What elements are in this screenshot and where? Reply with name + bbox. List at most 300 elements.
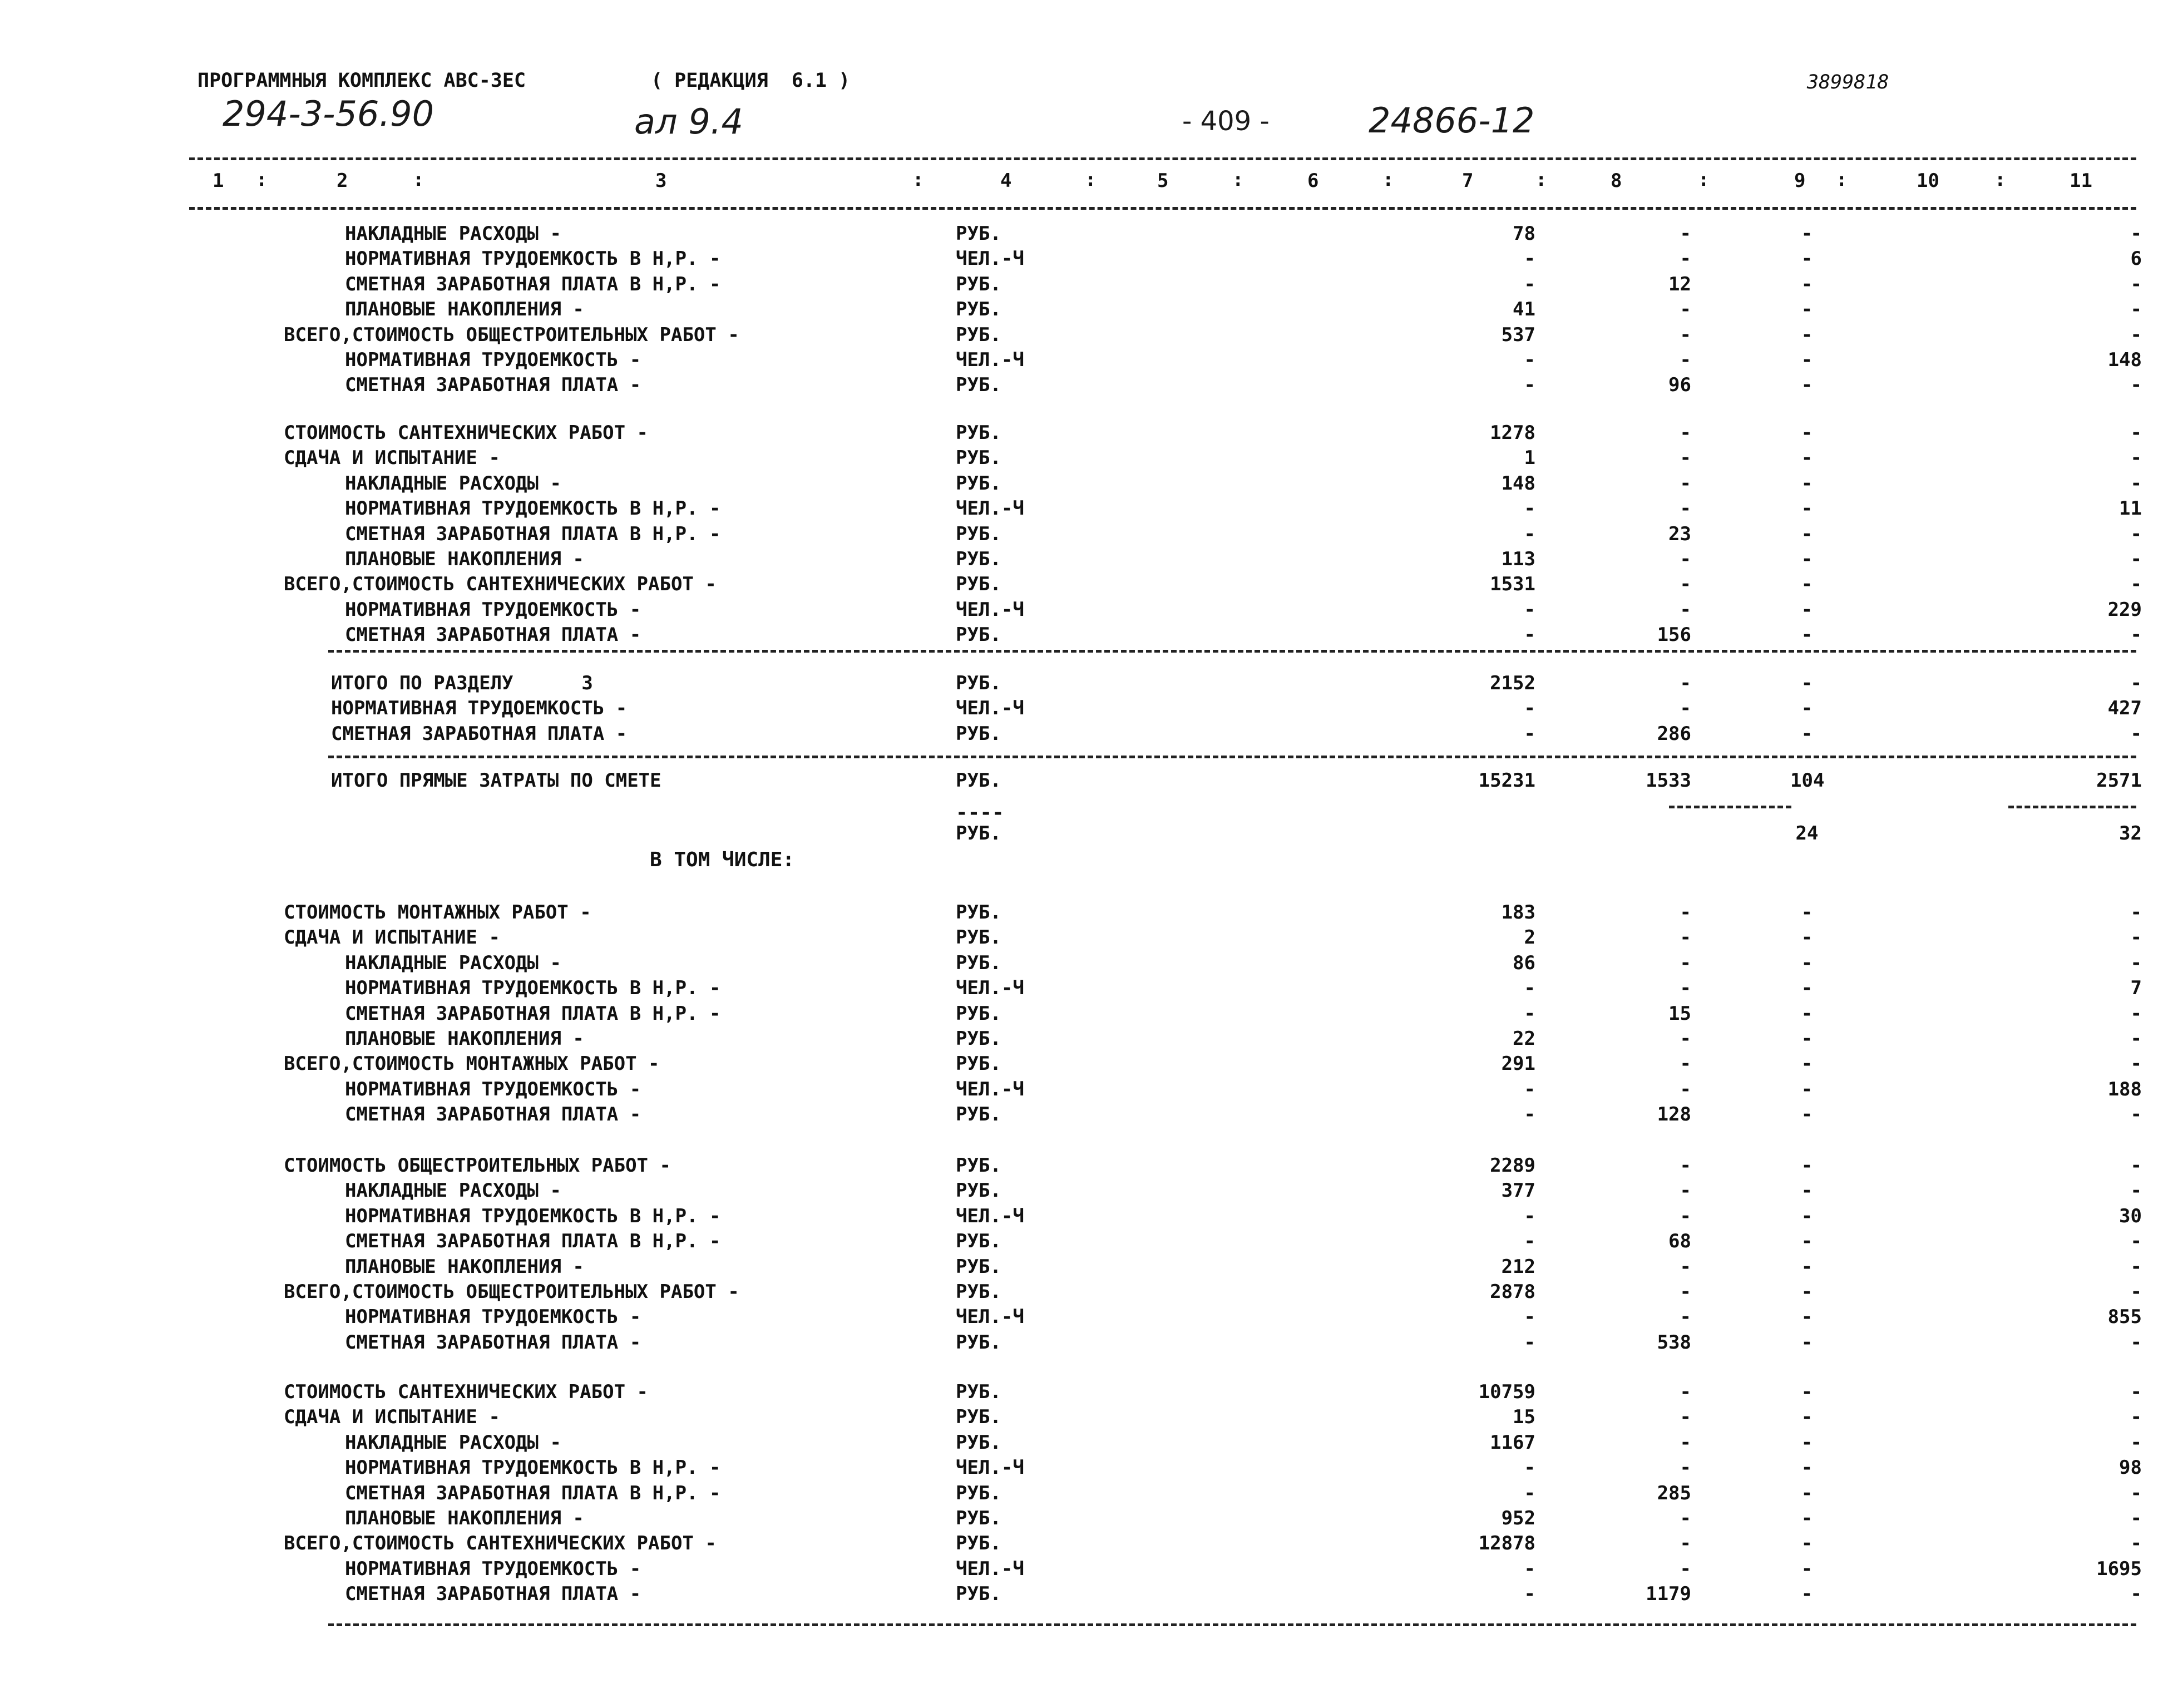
row-label: СМЕТНАЯ ЗАРАБОТНАЯ ПЛАТА - — [345, 1103, 641, 1126]
row-value-col9: - — [1801, 1078, 1813, 1100]
row-value-col11: - — [2130, 1154, 2142, 1177]
row-value-col8: - — [1680, 1179, 1691, 1202]
row-value-col9: - — [1801, 1482, 1813, 1504]
table-row — [0, 1103, 2168, 1129]
column-number: 3 — [655, 170, 667, 192]
row-value-col11: - — [2130, 1532, 2142, 1555]
row-label: СМЕТНАЯ ЗАРАБОТНАЯ ПЛАТА - — [345, 624, 641, 646]
row-value-col7: - — [1524, 1457, 1535, 1479]
row-value-col7: 113 — [1501, 548, 1535, 570]
row-unit: РУБ. — [956, 1179, 1001, 1202]
row-unit: ЧЕЛ.-Ч — [956, 497, 1024, 520]
row-unit: ЧЕЛ.-Ч — [956, 1078, 1024, 1100]
table-row — [0, 1558, 2168, 1583]
row-unit: РУБ. — [956, 1381, 1001, 1403]
row-value-col7: - — [1524, 1482, 1535, 1504]
row-unit: РУБ. — [956, 1406, 1001, 1429]
row-value-col9: - — [1801, 497, 1813, 520]
row-value-col8: - — [1680, 1205, 1691, 1227]
row-value-col9: - — [1801, 323, 1813, 346]
row-value-col9: - — [1801, 223, 1813, 245]
row-label: НАКЛАДНЫЕ РАСХОДЫ - — [345, 951, 561, 974]
column-number: 1 — [213, 170, 224, 192]
row-value-col7: 291 — [1501, 1053, 1535, 1075]
row-value-col11: - — [2130, 1028, 2142, 1050]
table-row — [0, 1078, 2168, 1104]
row-value-col8: - — [1680, 1532, 1691, 1555]
row-unit: РУБ. — [956, 223, 1001, 245]
column-separator: : — [1382, 169, 1394, 191]
table-row — [0, 1154, 2168, 1180]
row-value-col8: - — [1680, 248, 1691, 270]
row-label: НАКЛАДНЫЕ РАСХОДЫ - — [345, 1431, 561, 1454]
row-value-col7: - — [1524, 349, 1535, 371]
row-value-col7: 12878 — [1478, 1532, 1535, 1555]
row-unit: РУБ. — [956, 1331, 1001, 1354]
row-value-col8: - — [1680, 1154, 1691, 1177]
row-unit: РУБ. — [956, 901, 1001, 924]
row-value-col8: 128 — [1657, 1103, 1691, 1126]
row-value-col9: - — [1801, 1002, 1813, 1025]
row-value-col11: - — [2130, 1406, 2142, 1429]
row-value-col8: - — [1680, 447, 1691, 470]
row-value-col11: - — [2130, 951, 2142, 974]
row-label: НАКЛАДНЫЕ РАСХОДЫ - — [345, 1179, 561, 1202]
row-value-col11: - — [2130, 1381, 2142, 1403]
row-value-col7: - — [1524, 522, 1535, 545]
row-value-col11: 855 — [2107, 1306, 2142, 1329]
section-rule — [328, 650, 2136, 653]
row-value-col9: - — [1801, 573, 1813, 596]
table-row — [0, 952, 2168, 978]
row-value-col7: 86 — [1513, 951, 1535, 974]
row-unit: РУБ. — [956, 422, 1001, 444]
row-value-col11: - — [2130, 1255, 2142, 1278]
column-number: 2 — [337, 170, 348, 192]
row-value-col7: 537 — [1501, 323, 1535, 346]
column-separator: : — [912, 169, 924, 191]
row-label: ПЛАНОВЫЕ НАКОПЛЕНИЯ - — [345, 1507, 584, 1529]
subtotal-rule — [2008, 806, 2136, 808]
row-value-col9: - — [1801, 248, 1813, 270]
row-value-col9: - — [1801, 598, 1813, 621]
row-value-col11: - — [2130, 1002, 2142, 1025]
row-value-col7: - — [1524, 722, 1535, 745]
row-unit: РУБ. — [956, 1281, 1001, 1303]
row-unit: ЧЕЛ.-Ч — [956, 598, 1024, 621]
program-title: ПРОГРАММНЫЯ КОМПЛЕКС АВС-3ЕС — [197, 70, 526, 92]
table-row — [0, 926, 2168, 952]
column-number: 4 — [1000, 170, 1012, 192]
row-label: НОРМАТИВНАЯ ТРУДОЕМКОСТЬ В Н,Р. - — [345, 497, 721, 520]
row-value-col7: - — [1524, 497, 1535, 520]
column-number: 11 — [2070, 170, 2092, 192]
table-row — [0, 697, 2168, 723]
column-number: 6 — [1307, 170, 1319, 192]
row-label: СДАЧА И ИСПЫТАНИЕ - — [284, 926, 500, 949]
table-row — [0, 769, 2168, 795]
row-value-col11: 2571 — [2096, 769, 2142, 792]
row-unit: РУБ. — [956, 926, 1001, 949]
row-label: ВСЕГО,СТОИМОСТЬ САНТЕХНИЧЕСКИХ РАБОТ - — [284, 1532, 717, 1555]
row-value-col8: - — [1680, 1078, 1691, 1100]
row-value-col9: - — [1801, 1457, 1813, 1479]
table-row — [0, 497, 2168, 523]
edition-label: ( РЕДАКЦИЯ 6.1 ) — [651, 70, 851, 92]
row-value-col7: - — [1524, 1078, 1535, 1100]
row-value-col7: 377 — [1501, 1179, 1535, 1202]
row-value-col11: - — [2130, 1281, 2142, 1303]
row-value-col8: - — [1680, 951, 1691, 974]
table-row — [0, 548, 2168, 574]
row-unit: РУБ. — [956, 722, 1001, 745]
row-label: НОРМАТИВНАЯ ТРУДОЕМКОСТЬ - — [345, 1078, 641, 1100]
row-unit: РУБ. — [956, 273, 1001, 295]
row-value-col9: - — [1801, 522, 1813, 545]
row-value-col11: - — [2130, 298, 2142, 321]
row-value-col11: - — [2130, 1482, 2142, 1504]
row-unit: ЧЕЛ.-Ч — [956, 1306, 1024, 1329]
row-value-col9: 24 — [1795, 822, 1819, 845]
page-number: - 409 - — [1182, 106, 1270, 137]
column-number: 9 — [1794, 170, 1806, 192]
column-separator: : — [413, 169, 424, 191]
row-value-col7: 10759 — [1478, 1381, 1535, 1403]
section-rule — [328, 756, 2136, 758]
table-row — [0, 1331, 2168, 1357]
table-row — [0, 298, 2168, 324]
row-value-col11: - — [2130, 1331, 2142, 1354]
row-value-col7: - — [1524, 1306, 1535, 1329]
row-label: ВСЕГО,СТОИМОСТЬ ОБЩЕСТРОИТЕЛЬНЫХ РАБОТ - — [284, 1281, 739, 1303]
row-label: ПЛАНОВЫЕ НАКОПЛЕНИЯ - — [345, 298, 584, 321]
table-row — [0, 374, 2168, 399]
row-value-col9: - — [1801, 447, 1813, 470]
row-value-col11: - — [2130, 1507, 2142, 1529]
row-value-col11: - — [2130, 522, 2142, 545]
row-value-col7: - — [1524, 374, 1535, 397]
table-row — [0, 447, 2168, 472]
row-value-col9: - — [1801, 1532, 1813, 1555]
row-value-col9: - — [1801, 1179, 1813, 1202]
table-row — [0, 977, 2168, 1003]
column-separator: : — [1698, 169, 1710, 191]
row-label: ВСЕГО,СТОИМОСТЬ ОБЩЕСТРОИТЕЛЬНЫХ РАБОТ - — [284, 323, 739, 346]
row-unit: ЧЕЛ.-Ч — [956, 349, 1024, 371]
row-value-col9: - — [1801, 472, 1813, 495]
in-that-heading: В ТОМ ЧИСЛЕ: — [650, 848, 795, 871]
row-label: НОРМАТИВНАЯ ТРУДОЕМКОСТЬ В Н,Р. - — [345, 1205, 721, 1227]
row-value-col11: - — [2130, 374, 2142, 397]
row-label: СМЕТНАЯ ЗАРАБОТНАЯ ПЛАТА - — [345, 1583, 641, 1606]
row-value-col7: - — [1524, 1230, 1535, 1253]
row-label: НОРМАТИВНАЯ ТРУДОЕМКОСТЬ - — [345, 1306, 641, 1329]
row-unit: РУБ. — [956, 1028, 1001, 1050]
row-value-col8: - — [1680, 349, 1691, 371]
row-value-col11: - — [2130, 548, 2142, 570]
row-label: ПЛАНОВЫЕ НАКОПЛЕНИЯ - — [345, 1255, 584, 1278]
row-value-col8: - — [1680, 1306, 1691, 1329]
row-unit: ЧЕЛ.-Ч — [956, 248, 1024, 270]
table-row — [0, 573, 2168, 599]
row-value-col8: 286 — [1657, 722, 1691, 745]
row-unit: РУБ. — [956, 672, 1001, 694]
row-value-col9: - — [1801, 1053, 1813, 1075]
column-separator: : — [1085, 169, 1097, 191]
row-value-col8: 156 — [1657, 624, 1691, 646]
row-label: НОРМАТИВНАЯ ТРУДОЕМКОСТЬ - — [345, 1557, 641, 1580]
row-value-col8: - — [1680, 1281, 1691, 1303]
row-value-col9: - — [1801, 1331, 1813, 1354]
row-value-col8: 538 — [1657, 1331, 1691, 1354]
row-label: СМЕТНАЯ ЗАРАБОТНАЯ ПЛАТА - — [345, 1331, 641, 1354]
row-value-col8: 12 — [1668, 273, 1691, 295]
table-row — [0, 1507, 2168, 1533]
table-row — [0, 324, 2168, 349]
row-unit: ЧЕЛ.-Ч — [956, 697, 1024, 720]
table-row — [0, 901, 2168, 927]
row-label: ИТОГО ПРЯМЫЕ ЗАТРАТЫ ПО СМЕТЕ — [331, 769, 661, 792]
row-value-col7: 148 — [1501, 472, 1535, 495]
row-value-col8: - — [1680, 697, 1691, 720]
row-value-col11: - — [2130, 422, 2142, 444]
row-value-col11: - — [2130, 1583, 2142, 1606]
row-value-col11: - — [2130, 1230, 2142, 1253]
row-value-col8: - — [1680, 977, 1691, 1000]
column-number: 5 — [1157, 170, 1169, 192]
row-value-col7: 212 — [1501, 1255, 1535, 1278]
row-unit: РУБ. — [956, 1507, 1001, 1529]
row-label: СДАЧА И ИСПЫТАНИЕ - — [284, 1406, 500, 1429]
row-value-col7: - — [1524, 1557, 1535, 1580]
row-label: НОРМАТИВНАЯ ТРУДОЕМКОСТЬ - — [331, 697, 628, 720]
subtotal-rule — [1669, 806, 1791, 808]
row-unit: РУБ. — [956, 1230, 1001, 1253]
table-row — [0, 672, 2168, 698]
row-value-col11: 427 — [2107, 697, 2142, 720]
row-unit: РУБ. — [956, 298, 1001, 321]
row-label: НОРМАТИВНАЯ ТРУДОЕМКОСТЬ - — [345, 598, 641, 621]
table-row — [0, 1003, 2168, 1028]
row-value-col7: - — [1524, 1205, 1535, 1227]
table-row — [0, 1230, 2168, 1256]
row-unit: РУБ. — [956, 472, 1001, 495]
row-value-col9: 104 — [1790, 769, 1825, 792]
table-row — [0, 1281, 2168, 1306]
row-label: ВСЕГО,СТОИМОСТЬ МОНТАЖНЫХ РАБОТ - — [284, 1053, 660, 1075]
row-label: СТОИМОСТЬ ОБЩЕСТРОИТЕЛЬНЫХ РАБОТ - — [284, 1154, 671, 1177]
row-value-col8: - — [1680, 926, 1691, 949]
table-row — [0, 599, 2168, 624]
row-label: НОРМАТИВНАЯ ТРУДОЕМКОСТЬ - — [345, 349, 641, 371]
table-row — [0, 1381, 2168, 1406]
row-value-col11: 7 — [2130, 977, 2142, 1000]
row-value-col8: - — [1680, 1557, 1691, 1580]
row-value-col8: 15 — [1668, 1002, 1691, 1025]
row-unit: РУБ. — [956, 624, 1001, 646]
row-value-col7: - — [1524, 624, 1535, 646]
row-unit: РУБ. — [956, 1002, 1001, 1025]
row-value-col11: 11 — [2119, 497, 2142, 520]
row-value-col8: - — [1680, 223, 1691, 245]
row-unit: РУБ. — [956, 573, 1001, 596]
row-value-col11: 32 — [2119, 822, 2142, 845]
row-value-col11: 6 — [2130, 248, 2142, 270]
row-label: НАКЛАДНЫЕ РАСХОДЫ - — [345, 223, 561, 245]
row-value-col11: - — [2130, 223, 2142, 245]
row-value-col11: 188 — [2107, 1078, 2142, 1100]
row-unit: ЧЕЛ.-Ч — [956, 977, 1024, 1000]
table-row — [0, 1406, 2168, 1431]
row-unit: РУБ. — [956, 1053, 1001, 1075]
row-value-col11: - — [2130, 624, 2142, 646]
row-value-col9: - — [1801, 672, 1813, 694]
row-value-col7: 952 — [1501, 1507, 1535, 1529]
row-value-col11: - — [2130, 273, 2142, 295]
column-separator: : — [1836, 169, 1848, 191]
header-top-rule — [189, 157, 2136, 160]
row-value-col8: - — [1680, 1381, 1691, 1403]
row-value-col8: - — [1680, 472, 1691, 495]
row-label: СТОИМОСТЬ САНТЕХНИЧЕСКИХ РАБОТ - — [284, 1381, 649, 1403]
row-value-col9: - — [1801, 1255, 1813, 1278]
row-value-col8: 1533 — [1646, 769, 1691, 792]
table-row — [0, 1306, 2168, 1331]
row-value-col11: - — [2130, 472, 2142, 495]
row-value-col7: 15 — [1513, 1406, 1535, 1429]
row-value-col11: 30 — [2119, 1205, 2142, 1227]
row-value-col9: - — [1801, 298, 1813, 321]
row-value-col7: 1278 — [1490, 422, 1535, 444]
row-value-col7: 2878 — [1490, 1281, 1535, 1303]
row-value-col8: 68 — [1668, 1230, 1691, 1253]
row-value-col11: - — [2130, 1103, 2142, 1126]
row-unit: РУБ. — [956, 548, 1001, 570]
table-row — [0, 1482, 2168, 1508]
row-value-col8: 23 — [1668, 522, 1691, 545]
row-label: СДАЧА И ИСПЫТАНИЕ - — [284, 447, 500, 470]
row-value-col9: - — [1801, 1230, 1813, 1253]
row-value-col8: - — [1680, 672, 1691, 694]
table-row — [0, 1532, 2168, 1558]
row-value-col9: - — [1801, 1306, 1813, 1329]
row-value-col9: - — [1801, 548, 1813, 570]
row-label: СМЕТНАЯ ЗАРАБОТНАЯ ПЛАТА В Н,Р. - — [345, 522, 721, 545]
row-value-col9: - — [1801, 901, 1813, 924]
row-label: НОРМАТИВНАЯ ТРУДОЕМКОСТЬ В Н,Р. - — [345, 977, 721, 1000]
row-value-col8: - — [1680, 901, 1691, 924]
table-row — [0, 1053, 2168, 1078]
row-value-col8: - — [1680, 1028, 1691, 1050]
row-value-col11: - — [2130, 1053, 2142, 1075]
table-row — [0, 523, 2168, 549]
row-value-col8: - — [1680, 1053, 1691, 1075]
row-value-col7: 183 — [1501, 901, 1535, 924]
table-row — [0, 223, 2168, 248]
row-value-col7: - — [1524, 1002, 1535, 1025]
row-label: СМЕТНАЯ ЗАРАБОТНАЯ ПЛАТА В Н,Р. - — [345, 1482, 721, 1504]
row-value-col11: - — [2130, 901, 2142, 924]
row-label: СТОИМОСТЬ САНТЕХНИЧЕСКИХ РАБОТ - — [284, 422, 649, 444]
row-unit: РУБ. — [956, 1255, 1001, 1278]
row-label: НОРМАТИВНАЯ ТРУДОЕМКОСТЬ В Н,Р. - — [345, 248, 721, 270]
table-row — [0, 349, 2168, 374]
row-value-col9: - — [1801, 349, 1813, 371]
row-value-col9: - — [1801, 977, 1813, 1000]
document-code: 3899818 — [1807, 71, 1889, 93]
row-value-col9: - — [1801, 273, 1813, 295]
row-value-col9: - — [1801, 1154, 1813, 1177]
row-value-col7: 2 — [1524, 926, 1535, 949]
row-value-col9: - — [1801, 1557, 1813, 1580]
row-value-col11: - — [2130, 573, 2142, 596]
row-value-col8: 285 — [1657, 1482, 1691, 1504]
row-label: СМЕТНАЯ ЗАРАБОТНАЯ ПЛАТА В Н,Р. - — [345, 1230, 721, 1253]
handwritten-doc-number: 24866-12 — [1369, 100, 1535, 141]
row-value-col11: - — [2130, 926, 2142, 949]
row-label: СМЕТНАЯ ЗАРАБОТНАЯ ПЛАТА В Н,Р. - — [345, 1002, 721, 1025]
row-unit: РУБ. — [956, 323, 1001, 346]
row-value-col7: - — [1524, 697, 1535, 720]
table-row — [0, 422, 2168, 447]
row-unit: РУБ. — [956, 1532, 1001, 1555]
row-unit: РУБ. — [956, 951, 1001, 974]
row-value-col8: - — [1680, 497, 1691, 520]
row-value-col11: - — [2130, 1179, 2142, 1202]
row-value-col9: - — [1801, 624, 1813, 646]
row-value-col7: 2289 — [1490, 1154, 1535, 1177]
row-unit: РУБ. — [956, 1482, 1001, 1504]
row-value-col7: 78 — [1513, 223, 1535, 245]
column-number: 10 — [1917, 170, 1939, 192]
row-value-col8: 1179 — [1646, 1583, 1691, 1606]
row-value-col8: - — [1680, 298, 1691, 321]
row-unit: РУБ. — [956, 822, 1001, 845]
row-unit: РУБ. — [956, 1431, 1001, 1454]
row-value-col9: - — [1801, 1381, 1813, 1403]
row-value-col9: - — [1801, 926, 1813, 949]
row-value-col7: - — [1524, 1103, 1535, 1126]
row-unit: ЧЕЛ.-Ч — [956, 1205, 1024, 1227]
row-value-col8: - — [1680, 1457, 1691, 1479]
row-value-col7: - — [1524, 1583, 1535, 1606]
row-unit: РУБ. — [956, 522, 1001, 545]
row-label: СМЕТНАЯ ЗАРАБОТНАЯ ПЛАТА - — [345, 374, 641, 397]
row-value-col9: - — [1801, 1507, 1813, 1529]
column-separator: : — [1535, 169, 1547, 191]
row-label: СМЕТНАЯ ЗАРАБОТНАЯ ПЛАТА - — [331, 722, 628, 745]
row-label: ВСЕГО,СТОИМОСТЬ САНТЕХНИЧЕСКИХ РАБОТ - — [284, 573, 717, 596]
table-row — [0, 248, 2168, 273]
row-value-col7: 22 — [1513, 1028, 1535, 1050]
row-unit: РУБ. — [956, 1583, 1001, 1606]
row-value-col7: 1 — [1524, 447, 1535, 470]
row-value-col7: 2152 — [1490, 672, 1535, 694]
row-value-col11: 229 — [2107, 598, 2142, 621]
row-value-col11: 1695 — [2096, 1557, 2142, 1580]
table-row — [0, 822, 2168, 848]
row-value-col7: 41 — [1513, 298, 1535, 321]
row-value-col9: - — [1801, 374, 1813, 397]
table-row — [0, 1256, 2168, 1281]
header-bottom-rule — [189, 207, 2136, 210]
row-value-col9: - — [1801, 1431, 1813, 1454]
row-value-col9: - — [1801, 1406, 1813, 1429]
row-value-col9: - — [1801, 1028, 1813, 1050]
handwritten-project-number: 294-3-56.90 — [223, 93, 434, 134]
column-separator: : — [1994, 169, 2006, 191]
column-separator: : — [1232, 169, 1244, 191]
